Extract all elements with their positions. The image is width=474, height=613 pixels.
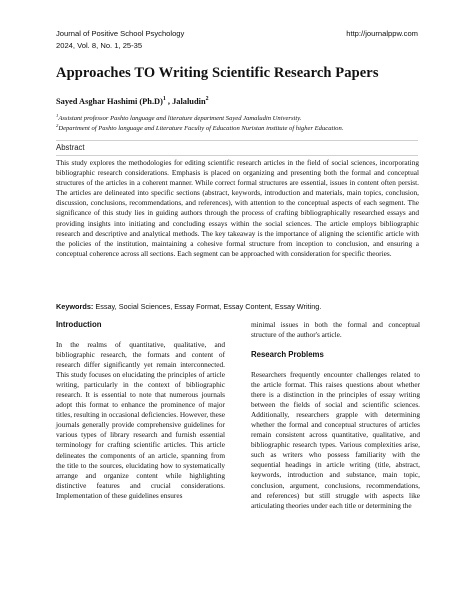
research-problems-text: Researchers frequently encounter challenges related to the article format. This raises questions about whether there is a distinction in the principles of essay writing between the fields of social and scientific sciences. Additionally, researchers grapple with determining whether the formal and conceptual structures of articles remain consistent across quantitative, qualitative, and bibliographic research types. Various complexities arise, such as writers who possess familiarity with the sequential headings in article writing (title, abstract, keywords, introduction and substance, main topic, conclusion, argument, conclusions, recommendations, and references) but still struggle with aspects like articulating theories under each title or determining the bbox=[251, 370, 420, 510]
abstract-divider bbox=[56, 155, 418, 156]
journal-url[interactable]: http://journalppw.com bbox=[346, 29, 418, 38]
abstract-text: This study explores the methodologies for editing scientific research articles in the field of social sciences, incorporating bibliographic research considerations. Emphasis is placed on organizing and presenting both the formal and conceptual structures of the articles in a coherent manner. While correct formal structures are essential, issues in content often persist. The articles are delineated into specific sections (abstract, keywords, introduction and materials, main topics, conclusion, discussion, conclusions, recommendations, and references), with attention to the conceptual aspects of each segment. The significance of this study lies in guiding authors through the process of crafting bibliographically researched essays and providing insights into initiating and concluding essays within the social sciences. The article employs bibliographic research and descriptive and analytical methods. The key takeaway is the importance of aligning the scientific article with the policies of the institution, maintaining a cohesive formal structure from inception to conclusion, and ensuring a conceptual coherence across all sections. Each segment can be approached with consideration for specific theories. bbox=[56, 158, 419, 258]
author-2: Jalaludin bbox=[172, 97, 206, 106]
affiliation-2-mark: 2 bbox=[56, 122, 59, 128]
journal-name: Journal of Positive School Psychology bbox=[56, 29, 185, 38]
paper-title: Approaches TO Writing Scientific Research Papers bbox=[56, 65, 379, 81]
affiliation-1 bbox=[56, 114, 436, 124]
affiliation-1-text: Assistant professor Pashto language and literature department Sayed Jamaludin University. bbox=[58, 115, 302, 122]
author-1: Sayed Asghar Hashimi (Ph.D) bbox=[56, 97, 163, 106]
research-problems-heading: Research Problems bbox=[251, 350, 324, 359]
author-separator: , bbox=[165, 97, 173, 106]
journal-info bbox=[56, 28, 184, 52]
affiliation-2 bbox=[56, 124, 436, 134]
abstract-heading: Abstract bbox=[56, 143, 85, 152]
introduction-continued-text: minimal issues in both the formal and conceptual structure of the author's article. bbox=[251, 320, 420, 340]
affiliation-1-mark: 1 bbox=[56, 112, 59, 118]
author-line bbox=[56, 97, 209, 106]
author-2-mark: 2 bbox=[205, 96, 209, 103]
author-1-mark: 1 bbox=[162, 96, 166, 103]
introduction-heading: Introduction bbox=[56, 320, 102, 329]
journal-issue: 2024, Vol. 8, No. 1, 25-35 bbox=[56, 41, 143, 50]
keywords-line bbox=[56, 302, 419, 312]
affiliation-2-text: Department of Pashto language and Literature Faculty of Education Nuristan institute of higher Education. bbox=[58, 125, 344, 132]
keywords-label: Keywords: bbox=[56, 302, 94, 311]
introduction-text: In the realms of quantitative, qualitative, and bibliographic research, the formats and content of research differ significantly yet remain interconnected. This study focuses on elucidating the principles of article writing, particularly in the context of bibliographic research. It is essential to note that numerous journals adopt this format to enhance the prominence of major titles, resulting in occasional deficiencies. However, these journals generally provide comprehensive guidelines for various types of library research and furnish essential terminology for crafting scientific articles. This article delineates the components of an article, spanning from the title to the sources, elucidating how to systematically arrange and organize content while highlighting distinctive features and crucial considerations. Implementation of these guidelines ensures bbox=[56, 340, 225, 500]
keywords-text: Essay, Social Sciences, Essay Format, Essay Content, Essay Writing. bbox=[93, 302, 322, 311]
abstract-top-divider bbox=[56, 140, 418, 141]
